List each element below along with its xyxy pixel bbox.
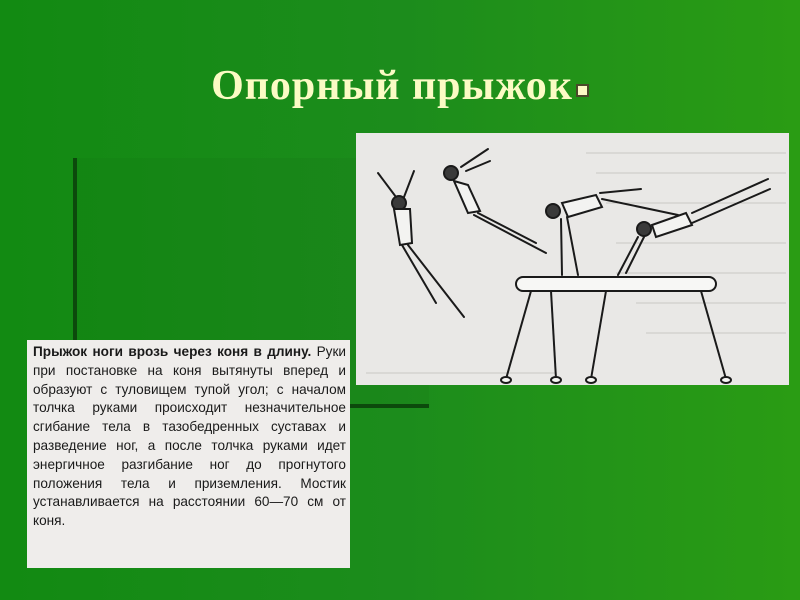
description-panel — [27, 340, 350, 568]
slide-title-text: Опорный прыжок — [211, 63, 573, 109]
title-bullet-icon — [576, 84, 589, 97]
gymnast-figure-1 — [378, 171, 464, 317]
slide-title — [0, 62, 800, 110]
vault-illustration — [356, 133, 789, 385]
gymnast-figure-4 — [618, 179, 770, 275]
description-lead: Прыжок ноги врозь через коня в длину. — [33, 344, 312, 359]
description-body: Руки при постановке на коня вытянуты вперед и образуют с туловищем тупой угол; с началом толчка руками происходит незначительное сгибание тела в тазобедренных суставах и разведение ног, а после толчка руками идет энергичное разгибание ног до прогнутого положения тела и приземления. Мостик устанавливается на расстоянии 60—70 см от коня. — [33, 344, 346, 529]
vault-illustration-svg — [356, 133, 789, 385]
vaulting-horse — [501, 277, 731, 383]
gymnast-figure-2 — [444, 149, 546, 253]
